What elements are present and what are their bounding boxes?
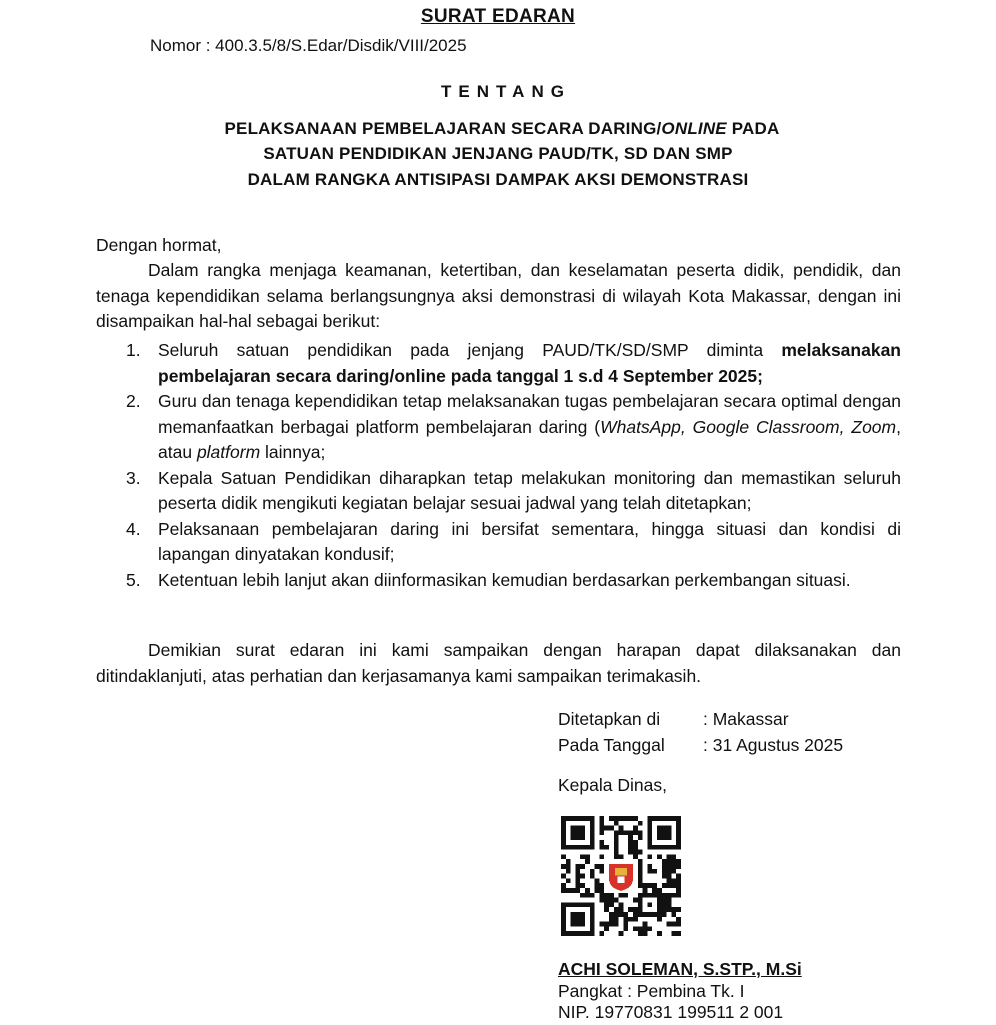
- subject-line-3: DALAM RANGKA ANTISIPASI DAMPAK AKSI DEMONSTRASI: [247, 170, 749, 189]
- date-value: : 31 Agustus 2025: [703, 735, 844, 755]
- place-label: Ditetapkan di: [558, 709, 661, 729]
- place-value: : Makassar: [703, 709, 789, 729]
- list-item: 4. Pelaksanaan pembelajaran daring ini bersifat sementara, hingga situasi dan kondisi di lapangan dinyatakan kondusif;: [126, 518, 901, 564]
- city-emblem-icon: [609, 864, 633, 891]
- signature-qr-code: [561, 816, 681, 936]
- letter-title: SURAT EDARAN: [420, 6, 576, 27]
- point-list: [96, 338, 901, 593]
- signer-nip: NIP. 19770831 199511 2 001: [558, 1002, 784, 1022]
- signer-name: ACHI SOLEMAN, S.STP., M.Si: [558, 959, 802, 979]
- closing-paragraph: Demikian surat edaran ini kami sampaikan dengan harapan dapat dilaksanakan dan ditindaklanjuti, atas perhatian dan kerjasamanya kami sampaikan terimakasih.: [96, 640, 901, 686]
- signer-rank: Pangkat : Pembina Tk. I: [558, 981, 745, 1001]
- list-item: 5. Ketentuan lebih lanjut akan diinformasikan kemudian berdasarkan perkembangan situasi.: [126, 569, 851, 590]
- list-item: 3. Kepala Satuan Pendidikan diharapkan tetap melakukan monitoring dan memastikan seluruh peserta didik mengikuti kegiatan belajar sesuai jadwal yang telah ditetapkan;: [126, 467, 901, 513]
- list-item: 2. Guru dan tenaga kependidikan tetap melaksanakan tugas pembelajaran secara optimal dengan memanfaatkan berbagai platform pembelajaran daring (WhatsApp, Google Classroom, Zoom, atau platform lainnya;: [126, 391, 901, 462]
- subject-line-2: SATUAN PENDIDIKAN JENJANG PAUD/TK, SD DAN SMP: [263, 144, 733, 163]
- letter-number: Nomor : 400.3.5/8/S.Edar/Disdik/VIII/2025: [150, 36, 467, 55]
- about-heading: TENTANG: [441, 82, 571, 101]
- salutation: Dengan hormat,: [96, 235, 222, 255]
- subject-line-1: PELAKSANAAN PEMBELAJARAN SECARA DARING/ONLINE PADA: [224, 119, 780, 138]
- signer-position: Kepala Dinas,: [558, 775, 667, 795]
- intro-paragraph: Dalam rangka menjaga keamanan, ketertiban, dan keselamatan peserta didik, pendidik, dan tenaga kependidikan selama berlangsungnya aksi demonstrasi di wilayah Kota Makassar, dengan ini disampaikan hal-hal sebagai berikut:: [96, 260, 901, 331]
- list-item: 1. Seluruh satuan pendidikan pada jenjang PAUD/TK/SD/SMP diminta melaksanakan pembelajaran secara daring/online pada tanggal 1 s.d 4 September 2025;: [126, 340, 901, 386]
- date-label: Pada Tanggal: [558, 735, 665, 755]
